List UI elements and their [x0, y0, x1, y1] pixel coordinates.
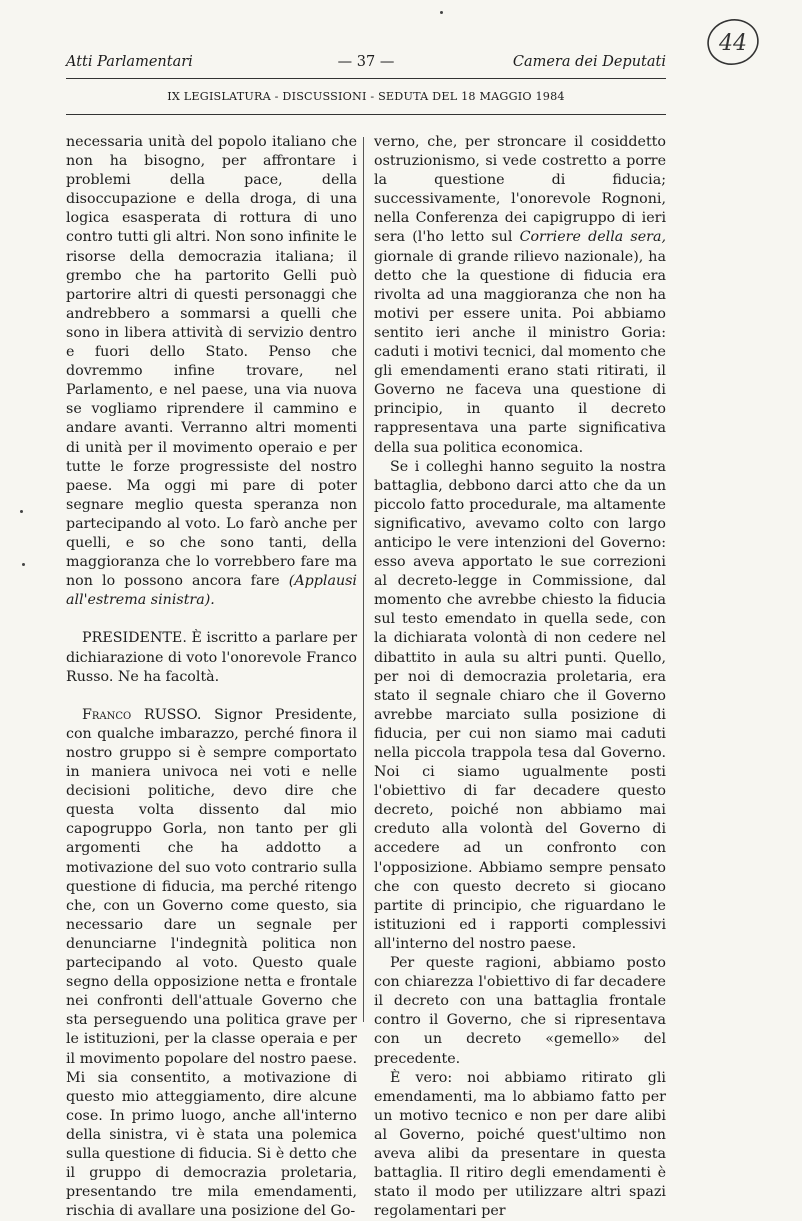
scan-mark [22, 563, 25, 566]
scan-mark [440, 11, 443, 14]
column-divider [363, 137, 364, 1022]
chamber-title: Camera dei Deputati [512, 54, 666, 70]
paragraph: verno, che, per stroncare il cosiddetto ostruzionismo, si vede costretto a porre la questione di fiducia; successivamente, l'onorevole Rognoni, nella Conferenza dei capigruppo di ieri sera (l'ho letto sul Corriere della sera, giornale di grande rilievo nazionale), ha detto che la questione di fiducia era rivolta ad una maggioranza che non ha motivi per essere unita. Poi abbiamo sentito ieri anche il ministro Goria: caduti i motivi tecnici, dal momento che gli emendamenti erano stati ritirati, il Governo ne faceva una questione di principio, in quanto il decreto rappresentava una parte significativa della sua politica economica. [374, 134, 666, 456]
handwritten-page-stamp [705, 14, 761, 70]
paragraph: È vero: noi abbiamo ritirato gli emendamenti, ma lo abbiamo fatto per un motivo tecnico e non per dare alibi al Governo, poiché quest'ultimo non aveva alibi da presentare in questa battaglia. Il ritiro degli emendamenti è stato il modo per utilizzare altri spazi regolamentari per [374, 1069, 666, 1220]
right-column [374, 133, 666, 1221]
session-line: IX LEGISLATURA - DISCUSSIONI - SEDUTA DEL 18 MAGGIO 1984 [167, 90, 565, 103]
svg-text:44: 44 [719, 31, 747, 56]
page-header [66, 52, 666, 74]
paragraph: necessaria unità del popolo italiano che non ha bisogno, per affrontare i problemi della pace, della disoccupazione e della droga, di una logica esasperata di rottura di uno contro tutti gli altri. Non sono infinite le risorse della democrazia italiana; il grembo che ha partorito Gelli può partorire altri di questi personaggi che andrebbero a sommarsi a quelli che sono in libera attività di servizio dentro e fuori dello Stato. Penso che dovremmo infine trovare, nel Parlamento, e nel paese, una via nuova se vogliamo riprendere il cammino e andare avanti. Verranno altri momenti di unità per il movimento operaio e per tutte le forze progressiste del nostro paese. Ma oggi mi pare di poter segnare meglio questa speranza non partecipando al voto. Lo farò anche per quelli, e so che sono tanti, della maggioranza che lo vorrebbero fare ma non lo possono ancora fare (Applausi all'estrema sinistra). [66, 134, 357, 609]
paragraph: Se i colleghi hanno seguito la nostra battaglia, debbono darci atto che da un piccolo fatto procedurale, ma altamente significativo, avevamo colto con largo anticipo le vere intenzioni del Governo: esso aveva apportato le sue correzioni al decreto-legge in Commissione, dal momento che avrebbe chiesto la fiducia sul testo emendato in quella sede, con la dichiarata volontà di non cedere nel dibattito in aula su altri punti. Quello, per noi di democrazia proletaria, era stato il segnale chiaro che il Governo avrebbe marciato sulla posizione di fiducia, per cui non siamo mai caduti nella piccola trappola tesa dal Governo. Noi ci siamo ugualmente posti l'obiettivo di far decadere questo decreto, poiché non abbiamo mai creduto alla volontà del Governo di accedere ad un confronto con l'opposizione. Abbiamo sempre pensato che con questo decreto si giocano partite di principio, che riguardano le istituzioni ed i rapporti complessivi all'interno del nostro paese. [374, 458, 666, 952]
paragraph-presidente: PRESIDENTE. È iscritto a parlare per dichiarazione di voto l'onorevole Franco Russo. Ne ha facoltà. [66, 630, 358, 685]
applause-note: (Applausi all'estrema sinistra). [66, 573, 357, 609]
publication-title: Atti Parlamentari [66, 54, 193, 70]
speaker-first-name: Franco [82, 706, 132, 723]
newspaper-title: Corriere della sera, [519, 229, 666, 246]
page-number: — 37 — [337, 54, 395, 70]
speaker-name: RUSSO. [144, 706, 202, 723]
left-column [66, 133, 357, 1221]
speaker-name: PRESIDENTE. [82, 630, 187, 647]
header-rule [66, 78, 666, 79]
paragraph-russo: Franco RUSSO. Signor Presidente, con qualche imbarazzo, perché finora il nostro gruppo si è sempre comportato in maniera univoca nei voti e nelle decisioni politiche, devo dire che questa volta dissento dal mio capogruppo Gorla, non tanto per gli argomenti che ha addotto a motivazione del suo voto contrario sulla questione di fiducia, ma perché ritengo che, con un Governo come questo, sia necessario dare un segnale per denunciarne l'indegnità politica non partecipando al voto. Questo quale segno della opposizione netta e frontale nei confronti dell'attuale Governo che sta perseguendo una politica grave per le istituzioni, per la classe operaia e per il movimento popolare del nostro paese. Mi sia consentito, a motivazione di questo mio atteggiamento, dire alcune cose. In primo luogo, anche all'interno della sinistra, vi è stata una polemica sulla questione di fiducia. Si è detto che il gruppo di democrazia proletaria, presentando tre mila emendamenti, rischia di avallare una posizione del Go- [66, 706, 358, 1220]
paragraph: Per queste ragioni, abbiamo posto con chiarezza l'obiettivo di far decadere il decreto con una battaglia frontale contro il Governo, che si ripresentava con un decreto «gemello» del precedente. [374, 955, 666, 1067]
subheader-rule [66, 114, 666, 115]
scan-mark [20, 510, 23, 513]
